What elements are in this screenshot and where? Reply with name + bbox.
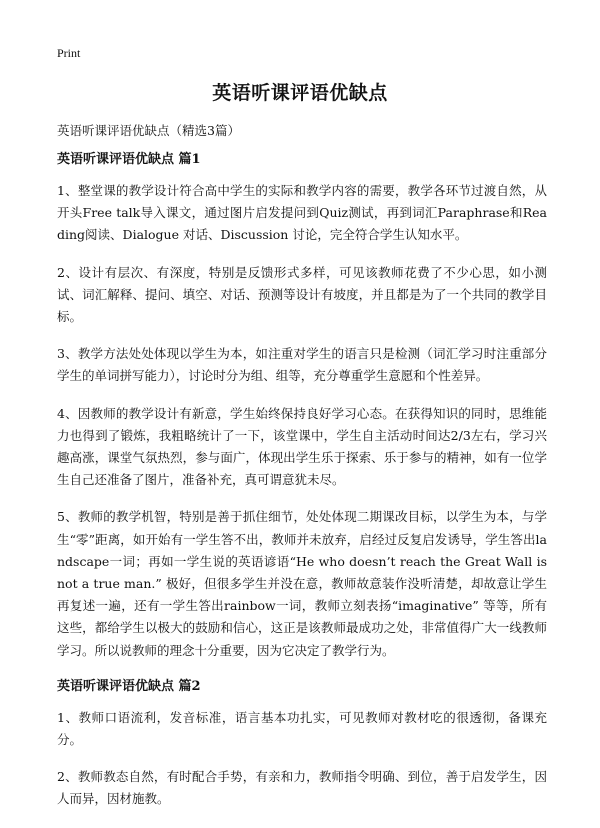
- paragraph: 1、教师口语流利，发音标准，语言基本功扎实，可见教师对教材吃的很透彻，备课充分。: [57, 709, 547, 748]
- paragraph: 1、整堂课的教学设计符合高中学生的实际和教学内容的需要，教学各环节过渡自然，从开头Free talk导入课文，通过图片启发提问到Quiz测试，再到词汇Paraphrase和Reading阅读、Dialogue 对话、Discussion 讨论，完全符合学生认知水平。: [57, 183, 547, 243]
- paragraph: 2、教师教态自然，有时配合手势，有亲和力，教师指令明确、到位，善于启发学生，因人而异，因材施教。: [57, 769, 547, 807]
- paragraph: 5、教师的教学机智，特别是善于抓住细节，处处体现二期课改目标，以学生为本，与学生“零”距离，如开始有一学生答不出，教师并未放弃，启经过反复启发诱导，学生答出landscape一词；再如一学生说的英语谚语“He who doesn’t reach the Great Wall is not a true man.” 极好，但很多学生并没在意，教师故意装作没听清楚，却故意让学生再复述一遍，还有一学生答出rainbow一词，教师立刻表扬“imaginative” 等等，所有这些，都给学生以极大的鼓励和信心，这正是该教师最成功之处，非常值得广大一线教师学习。所以说教师的理念十分重要，因为它决定了教学行为。: [57, 509, 547, 658]
- print-link[interactable]: Print: [57, 46, 81, 60]
- page-title: 英语听课评语优缺点: [212, 82, 388, 104]
- article-body: [57, 150, 547, 811]
- paragraph: 3、教学方法处处体现以学生为本，如注重对学生的语言只是检测（词汇学习时注重部分学生的单词拼写能力），讨论时分为组、组等，充分尊重学生意愿和个性差异。: [57, 346, 547, 384]
- paragraph: 2、设计有层次、有深度，特别是反馈形式多样，可见该教师花费了不少心思，如小测试、词汇解释、提问、填空、对话、预测等设计有坡度，并且都是为了一个共同的教学目标。: [57, 264, 547, 325]
- paragraph: 4、因教师的教学设计有新意，学生始终保持良好学习心态。在获得知识的同时，思维能力也得到了锻炼，我粗略统计了一下，该堂课中，学生自主活动时间达2/3左右，学习兴趣高涨，课堂气氛热烈，参与面广，体现出学生乐于探索、乐于参与的精神，如有一位学生自己还准备了图片，准备补充，真可谓意犹未尽。: [57, 405, 547, 488]
- subtitle: 英语听课评语优缺点（精选3篇）: [57, 123, 240, 138]
- section-heading: 英语听课评语优缺点 篇1: [57, 152, 201, 167]
- section-heading: 英语听课评语优缺点 篇2: [57, 678, 201, 694]
